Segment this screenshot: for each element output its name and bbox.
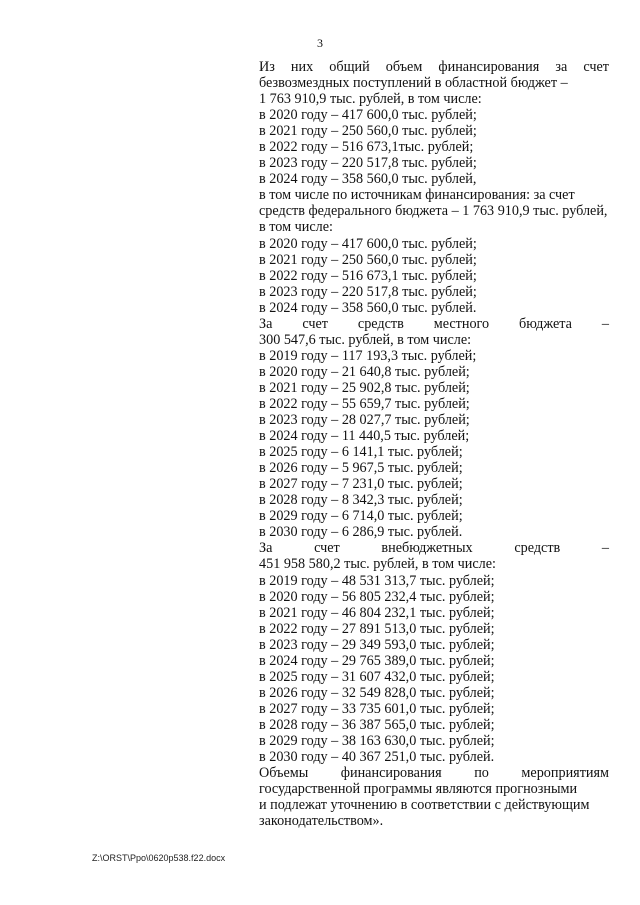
word: счет xyxy=(314,540,340,557)
year-line: в 2023 году – 28 027,7 тыс. рублей; xyxy=(259,412,470,429)
year-line: в 2024 году – 358 560,0 тыс. рублей, xyxy=(259,171,477,188)
word: объем xyxy=(385,59,423,75)
year-line: в 2022 году – 27 891 513,0 тыс. рублей; xyxy=(259,620,495,637)
word: местного xyxy=(433,315,490,332)
year-line: в 2020 году – 56 805 232,4 тыс. рублей; xyxy=(259,588,495,605)
block1-intro-line2: безвозмездных поступлений в областной бюджет – xyxy=(259,75,568,92)
year-line: в 2023 году – 220 517,8 тыс. рублей; xyxy=(259,283,477,300)
year-line: в 2023 году – 220 517,8 тыс. рублей; xyxy=(259,155,477,172)
word: средств xyxy=(514,540,561,557)
year-line: в 2024 году – 358 560,0 тыс. рублей. xyxy=(259,299,477,316)
word: по xyxy=(474,765,489,782)
block1-intro-line1 xyxy=(259,59,609,75)
closing-line3: и подлежат уточнению в соответствии с действующим xyxy=(259,797,590,814)
year-line: в 2029 году – 38 163 630,0 тыс. рублей; xyxy=(259,732,495,749)
word: – xyxy=(601,540,609,557)
block3-intro-line1 xyxy=(259,316,609,332)
year-line: в 2028 году – 8 342,3 тыс. рублей; xyxy=(259,492,463,509)
year-line: в 2022 году – 516 673,1тыс. рублей; xyxy=(259,139,474,156)
word: счет xyxy=(583,59,609,75)
year-line: в 2030 году – 40 367 251,0 тыс. рублей. xyxy=(259,749,495,766)
year-line: в 2019 году – 48 531 313,7 тыс. рублей; xyxy=(259,572,495,589)
block3-intro-line2: 300 547,6 тыс. рублей, в том числе: xyxy=(259,331,472,348)
year-line: в 2021 году – 250 560,0 тыс. рублей; xyxy=(259,123,477,140)
word: средств xyxy=(357,315,404,332)
block4-intro-line2: 451 958 580,2 тыс. рублей, в том числе: xyxy=(259,556,496,573)
word: За xyxy=(259,315,273,332)
year-line: в 2022 году – 55 659,7 тыс. рублей; xyxy=(259,395,470,412)
closing-line1 xyxy=(259,765,609,781)
year-line: в 2020 году – 417 600,0 тыс. рублей; xyxy=(259,235,477,252)
block4-intro-line1 xyxy=(259,540,609,556)
file-path-footer: Z:\ORST\Ppo\0620p538.f22.docx xyxy=(92,853,226,863)
word: них xyxy=(290,59,314,75)
closing-line4: законодательством». xyxy=(259,813,384,830)
block1-intro-line3: 1 763 910,9 тыс. рублей, в том числе: xyxy=(259,91,482,108)
word: общий xyxy=(329,59,370,75)
word: за xyxy=(555,59,568,75)
year-line: в 2021 году – 46 804 232,1 тыс. рублей; xyxy=(259,604,495,621)
year-line: в 2029 году – 6 714,0 тыс. рублей; xyxy=(259,508,463,525)
year-line: в 2020 году – 21 640,8 тыс. рублей; xyxy=(259,363,470,380)
year-line: в 2028 году – 36 387 565,0 тыс. рублей; xyxy=(259,716,495,733)
closing-line2: государственной программы являются прогнозными xyxy=(259,781,578,798)
year-line: в 2030 году – 6 286,9 тыс. рублей. xyxy=(259,524,463,541)
word: – xyxy=(601,315,609,332)
word: бюджета xyxy=(519,315,572,332)
year-line: в 2027 году – 33 735 601,0 тыс. рублей; xyxy=(259,700,495,717)
word: мероприятиям xyxy=(521,765,609,782)
page-number: 3 xyxy=(317,36,323,50)
year-line: в 2024 году – 29 765 389,0 тыс. рублей; xyxy=(259,652,495,669)
word: финансирования xyxy=(438,59,540,75)
year-line: в 2021 году – 250 560,0 тыс. рублей; xyxy=(259,251,477,268)
word: счет xyxy=(302,315,328,332)
block2-line2: средств федерального бюджета – 1 763 910,9 тыс. рублей, xyxy=(259,203,608,220)
year-line: в 2021 году – 25 902,8 тыс. рублей; xyxy=(259,379,470,396)
year-line: в 2020 году – 417 600,0 тыс. рублей; xyxy=(259,107,477,124)
block2-line3: в том числе: xyxy=(259,219,333,236)
year-line: в 2022 году – 516 673,1 тыс. рублей; xyxy=(259,267,477,284)
word: За xyxy=(259,540,273,557)
word: Объемы xyxy=(259,765,309,782)
year-line: в 2026 году – 5 967,5 тыс. рублей; xyxy=(259,460,463,477)
year-line: в 2026 году – 32 549 828,0 тыс. рублей; xyxy=(259,684,495,701)
year-line: в 2019 году – 117 193,3 тыс. рублей; xyxy=(259,347,477,364)
year-line: в 2025 году – 31 607 432,0 тыс. рублей; xyxy=(259,668,495,685)
year-line: в 2023 году – 29 349 593,0 тыс. рублей; xyxy=(259,636,495,653)
block2-line1: в том числе по источникам финансирования: за счет xyxy=(259,187,575,204)
word: финансирования xyxy=(340,765,442,782)
year-line: в 2024 году – 11 440,5 тыс. рублей; xyxy=(259,428,470,445)
document-body xyxy=(259,59,609,829)
year-line: в 2025 году – 6 141,1 тыс. рублей; xyxy=(259,444,463,461)
word: внебюджетных xyxy=(381,540,473,557)
word: Из xyxy=(259,59,275,75)
year-line: в 2027 году – 7 231,0 тыс. рублей; xyxy=(259,476,463,493)
